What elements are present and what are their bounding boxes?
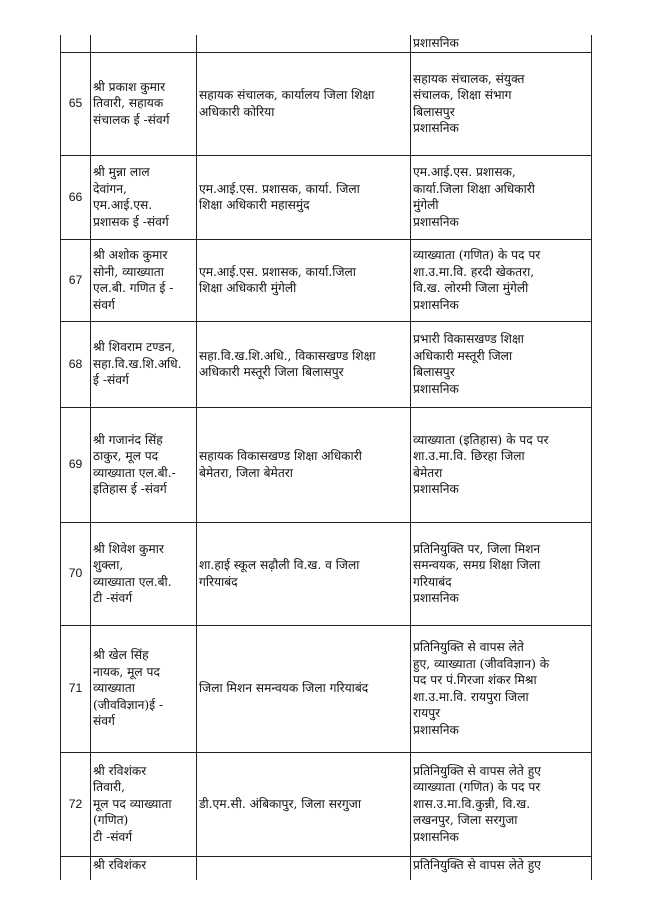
new-posting-cell-line: हुए, व्याख्याता (जीवविज्ञान) के <box>413 656 550 671</box>
serial-number: 70 <box>61 522 91 625</box>
name-designation-cell-line: श्री रविशंकर <box>93 857 147 872</box>
name-designation-cell-line: श्री खेल सिंह <box>93 648 149 663</box>
name-designation-cell-line: एल.बी. गणित ई - <box>93 281 174 295</box>
new-posting-cell-line: प्रशासनिक <box>413 829 459 844</box>
new-posting-cell-line: प्रशासनिक <box>413 381 459 396</box>
name-designation-cell-line: श्री प्रकाश कुमार <box>93 79 166 94</box>
name-designation-cell-line: संवर्ग <box>93 714 115 729</box>
new-posting-cell-line: वि.ख. लोरमी जिला मुंगेली <box>413 281 529 295</box>
current-posting-cell-line: जिला मिशन समन्वयक जिला गरियाबंद <box>199 681 369 696</box>
name-designation-cell <box>91 35 197 52</box>
current-posting-cell-line: सहा.वि.ख.शि.अधि., विकासखण्ड शिक्षा <box>199 348 376 363</box>
new-posting-cell-line: बिलासपुर <box>413 365 455 379</box>
new-posting-cell-line: शा.उ.मा.वि. रायपुरा जिला <box>413 689 529 704</box>
new-posting-cell-line: प्रशासनिक <box>413 36 459 50</box>
table-row <box>61 522 592 625</box>
table-row <box>61 752 592 856</box>
new-posting-cell-line: सहायक संचालक, संयुक्त <box>413 71 525 86</box>
current-posting-cell-line: शिक्षा अधिकारी महासमुंद <box>199 198 310 212</box>
name-designation-cell <box>91 52 197 155</box>
current-posting-cell-line: सहायक विकासखण्ड शिक्षा अधिकारी <box>199 449 362 463</box>
table-row <box>61 155 592 239</box>
name-designation-cell-line: श्री शिवराम टण्डन, <box>93 340 176 355</box>
name-designation-cell <box>91 625 197 752</box>
current-posting-cell <box>197 35 411 52</box>
table-row <box>61 856 592 880</box>
name-designation-cell-line: देवांगन, <box>93 181 127 196</box>
new-posting-cell-line: बेमेतरा <box>413 465 443 480</box>
new-posting-cell-line: प्रतिनियुक्ति से वापस लेते हुए <box>413 857 541 872</box>
name-designation-cell-line: शुक्ला, <box>93 558 124 572</box>
current-posting-cell-line: शिक्षा अधिकारी मुंगेली <box>199 281 297 295</box>
name-designation-cell-line: व्याख्याता <box>93 681 135 696</box>
new-posting-cell-line: प्रशासनिक <box>413 297 459 312</box>
name-designation-cell-line: टी -संवर्ग <box>93 591 133 605</box>
name-designation-cell-line: प्रशासक ई -संवर्ग <box>93 214 169 229</box>
new-posting-cell-line: लखनपुर, जिला सरगुजा <box>413 813 518 828</box>
name-designation-cell <box>91 239 197 321</box>
table-row <box>61 35 592 52</box>
name-designation-cell <box>91 155 197 239</box>
new-posting-cell <box>411 321 592 407</box>
serial-number: 68 <box>61 321 91 407</box>
new-posting-cell-line: प्रशासनिक <box>413 121 459 135</box>
table-row <box>61 625 592 752</box>
name-designation-cell-line: नायक, मूल पद <box>93 664 160 679</box>
name-designation-cell <box>91 752 197 856</box>
new-posting-cell <box>411 856 592 880</box>
new-posting-cell-line: शा.उ.मा.वि. छिरहा जिला <box>413 449 525 463</box>
serial-number: 65 <box>61 52 91 155</box>
current-posting-cell <box>197 752 411 856</box>
new-posting-cell <box>411 625 592 752</box>
serial-number: 66 <box>61 155 91 239</box>
name-designation-cell-line: ठाकुर, मूल पद <box>93 449 159 463</box>
current-posting-cell-line: बेमेतरा, जिला बेमेतरा <box>199 465 293 480</box>
new-posting-cell <box>411 752 592 856</box>
name-designation-cell <box>91 522 197 625</box>
new-posting-cell-line: प्रभारी विकासखण्ड शिक्षा <box>413 332 524 346</box>
new-posting-cell-line: पद पर पं.गिरजा शंकर मिश्रा <box>413 673 537 687</box>
name-designation-cell <box>91 321 197 407</box>
name-designation-cell-line: ई -संवर्ग <box>93 373 129 388</box>
name-designation-cell-line: श्री रविशंकर <box>93 763 147 778</box>
name-designation-cell <box>91 856 197 880</box>
name-designation-cell-line: एम.आई.एस. <box>93 198 153 212</box>
current-posting-cell <box>197 155 411 239</box>
name-designation-cell-line: श्री अशोक कुमार <box>93 248 168 262</box>
current-posting-cell-line: अधिकारी मस्तूरी जिला बिलासपुर <box>199 365 344 379</box>
new-posting-cell-line: प्रतिनियुक्ति से वापस लेते <box>413 640 524 654</box>
current-posting-cell <box>197 856 411 880</box>
new-posting-cell <box>411 155 592 239</box>
new-posting-cell <box>411 407 592 522</box>
name-designation-cell-line: संचालक ई -संवर्ग <box>93 112 170 127</box>
name-designation-cell-line: (गणित) <box>93 813 129 828</box>
name-designation-cell-line: तिवारी, <box>93 780 126 795</box>
name-designation-cell-line: (जीवविज्ञान)ई - <box>93 697 164 712</box>
new-posting-cell-line: शा.उ.मा.वि. हरदी खेकतरा, <box>413 264 535 279</box>
name-designation-cell-line: व्याख्याता एल.बी.- <box>93 465 176 480</box>
new-posting-cell-line: प्रशासनिक <box>413 482 459 496</box>
name-designation-cell-line: मूल पद व्याख्याता <box>93 796 172 811</box>
table-row <box>61 239 592 321</box>
name-designation-cell-line: सोनी, व्याख्याता <box>93 264 164 279</box>
new-posting-cell <box>411 239 592 321</box>
new-posting-cell-line: प्रतिनियुक्ति पर, जिला मिशन <box>413 541 541 556</box>
new-posting-cell-line: प्रशासनिक <box>413 591 459 605</box>
new-posting-cell <box>411 52 592 155</box>
name-designation-cell-line: सहा.वि.ख.शि.अधि. <box>93 356 182 371</box>
current-posting-cell-line: गरियाबंद <box>199 574 238 589</box>
name-designation-cell <box>91 407 197 522</box>
new-posting-cell-line: संचालक, शिक्षा संभाग <box>413 88 512 102</box>
new-posting-cell-line: व्याख्याता (इतिहास) के पद पर <box>413 432 549 447</box>
current-posting-cell-line: डी.एम.सी. अंबिकापुर, जिला सरगुजा <box>199 796 361 811</box>
current-posting-cell <box>197 625 411 752</box>
serial-number <box>61 856 91 880</box>
serial-number: 67 <box>61 239 91 321</box>
transfer-order-table <box>60 35 592 880</box>
current-posting-cell-line: एम.आई.एस. प्रशासक, कार्या. जिला <box>199 181 360 196</box>
new-posting-cell-line: शास.उ.मा.वि.कुन्नी, वि.ख. <box>413 796 531 811</box>
current-posting-cell-line: एम.आई.एस. प्रशासक, कार्या.जिला <box>199 264 356 279</box>
new-posting-cell-line: समन्वयक, समग्र शिक्षा जिला <box>413 558 541 572</box>
new-posting-cell-line: व्याख्याता (गणित) के पद पर <box>413 780 541 795</box>
table-body <box>61 35 592 880</box>
new-posting-cell <box>411 35 592 52</box>
new-posting-cell-line: गरियाबंद <box>413 574 452 589</box>
table-row <box>61 52 592 155</box>
new-posting-cell-line: एम.आई.एस. प्रशासक, <box>413 165 516 179</box>
name-designation-cell-line: इतिहास ई -संवर्ग <box>93 482 167 496</box>
name-designation-cell-line: तिवारी, सहायक <box>93 96 164 111</box>
name-designation-cell-line: टी -संवर्ग <box>93 829 133 844</box>
current-posting-cell-line: शा.हाई स्कूल सढ़ौली वि.ख. व जिला <box>199 558 360 572</box>
serial-number: 72 <box>61 752 91 856</box>
serial-number: 69 <box>61 407 91 522</box>
new-posting-cell-line: बिलासपुर <box>413 104 455 119</box>
new-posting-cell-line: अधिकारी मस्तूरी जिला <box>413 348 513 363</box>
name-designation-cell-line: संवर्ग <box>93 297 115 312</box>
current-posting-cell <box>197 321 411 407</box>
new-posting-cell-line: कार्या.जिला शिक्षा अधिकारी <box>413 181 535 196</box>
serial-number: 71 <box>61 625 91 752</box>
name-designation-cell-line: श्री शिवेश कुमार <box>93 541 164 556</box>
current-posting-cell <box>197 239 411 321</box>
new-posting-cell <box>411 522 592 625</box>
name-designation-cell-line: श्री मुन्ना लाल <box>93 165 150 179</box>
current-posting-cell <box>197 52 411 155</box>
current-posting-cell <box>197 522 411 625</box>
new-posting-cell-line: व्याख्याता (गणित) के पद पर <box>413 248 541 262</box>
new-posting-cell-line: प्रतिनियुक्ति से वापस लेते हुए <box>413 763 541 778</box>
table-row <box>61 407 592 522</box>
new-posting-cell-line: रायपुर <box>413 706 441 720</box>
name-designation-cell-line: व्याख्याता एल.बी. <box>93 574 172 589</box>
new-posting-cell-line: प्रशासनिक <box>413 214 459 229</box>
name-designation-cell-line: श्री गजानंद सिंह <box>93 432 163 447</box>
serial-number <box>61 35 91 52</box>
new-posting-cell-line: प्रशासनिक <box>413 722 459 737</box>
table-row <box>61 321 592 407</box>
current-posting-cell <box>197 407 411 522</box>
current-posting-cell-line: अधिकारी कोरिया <box>199 104 275 119</box>
current-posting-cell-line: सहायक संचालक, कार्यालय जिला शिक्षा <box>199 88 375 102</box>
new-posting-cell-line: मुंगेली <box>413 198 439 212</box>
